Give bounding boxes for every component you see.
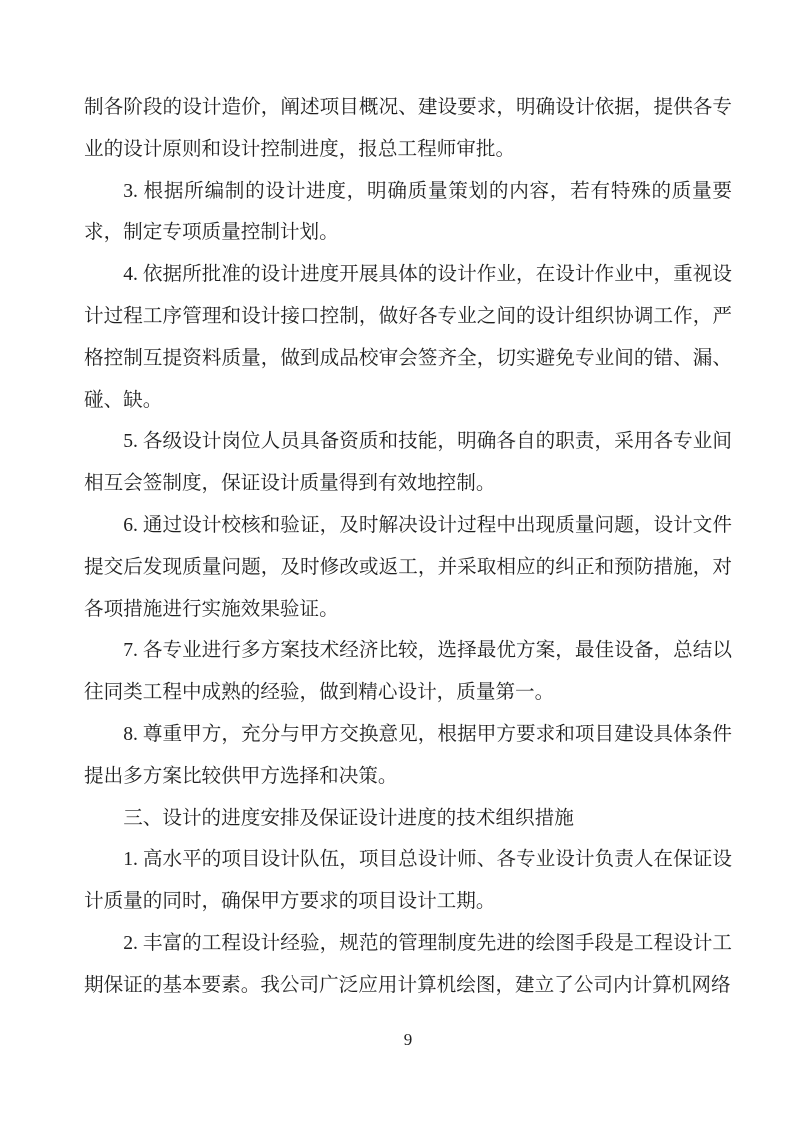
paragraph-item-5: 5. 各级设计岗位人员具备资质和技能，明确各自的职责，采用各专业间相互会签制度，保证设计质量得到有效地控制。 [84, 431, 732, 495]
section-heading-3: 三、设计的进度安排及保证设计进度的技术组织措施 [123, 807, 574, 829]
paragraph-item-8: 8. 尊重甲方，充分与甲方交换意见，根据甲方要求和项目建设具体条件提出多方案比较供甲方选择和决策。 [84, 723, 732, 787]
paragraph-item-6: 6. 通过设计校核和验证，及时解决设计过程中出现质量问题，设计文件提交后发现质量问题，及时修改或返工，并采取相应的纠正和预防措施，对各项措施进行实施效果验证。 [84, 514, 732, 620]
paragraph-item-4: 4. 依据所批准的设计进度开展具体的设计作业，在设计作业中，重视设计过程工序管理和设计接口控制，做好各专业之间的设计组织协调工作，严格控制互提资料质量，做到成品校审会签齐全，切实避免专业间的错、漏、碰、缺。 [84, 264, 732, 411]
paragraph-item-3: 3. 根据所编制的设计进度，明确质量策划的内容，若有特殊的质量要求，制定专项质量控制计划。 [84, 180, 732, 244]
paragraph-item-1: 1. 高水平的项目设计队伍，项目总设计师、各专业设计负责人在保证设计质量的同时，确保甲方要求的项目设计工期。 [84, 849, 732, 913]
paragraph-item-2: 2. 丰富的工程设计经验，规范的管理制度先进的绘图手段是工程设计工期保证的基本要素。我公司广泛应用计算机绘图，建立了公司内计算机网络 [84, 932, 732, 996]
paragraph-item-7: 7. 各专业进行多方案技术经济比较，选择最优方案，最佳设备，总结以往同类工程中成熟的经验，做到精心设计，质量第一。 [84, 640, 732, 704]
paragraph-continuation: 制各阶段的设计造价，阐述项目概况、建设要求，明确设计依据，提供各专业的设计原则和设计控制进度，报总工程师审批。 [84, 97, 732, 160]
document-body [84, 87, 732, 1007]
page-number: 9 [403, 1030, 413, 1049]
page-footer [84, 1030, 732, 1050]
